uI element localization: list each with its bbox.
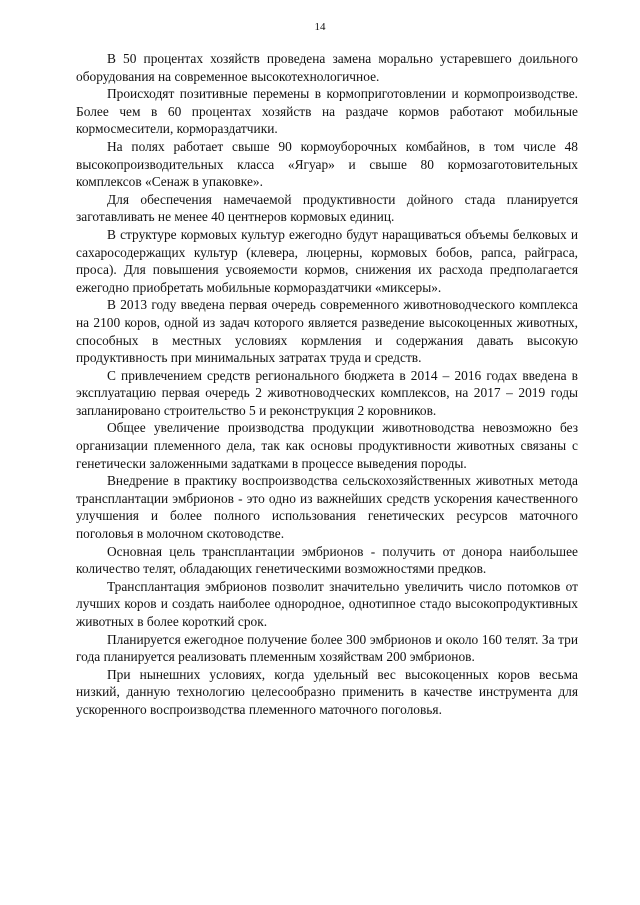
paragraph-embryo-plan: Планируется ежегодное получение более 300 эмбрионов и около 160 телят. За три года планируется реализовать племенным хозяйствам 200 эмбрионов. bbox=[76, 631, 578, 665]
paragraph-conclusion: При нынешних условиях, когда удельный вес высокоценных коров весьма низкий, данную технологию целесообразно применить в качестве инструмента для ускоренного воспроизводства племенного маточного поголовья. bbox=[76, 666, 578, 717]
paragraph-regional-budget: С привлечением средств регионального бюджета в 2014 – 2016 годах введена в эксплуатацию первая очередь 2 животноводческих комплексов, на 2017 – 2019 годы запланировано строительство 5 и реконструкция 2 коровников. bbox=[76, 367, 578, 418]
paragraph-feed-volume: Для обеспечения намечаемой продуктивности дойного стада планируется заготавливать не менее 40 центнеров кормовых единиц. bbox=[76, 191, 578, 225]
paragraph-embryo-transplant-goal: Основная цель трансплантации эмбрионов - получить от донора наибольшее количество телят, обладающих генетическими возможностями предков. bbox=[76, 543, 578, 577]
paragraph-embryo-transplant-benefit: Трансплантация эмбрионов позволит значительно увеличить число потомков от лучших коров и создать наиболее однородное, однотипное стадо высокопродуктивных животных в более короткий срок. bbox=[76, 578, 578, 629]
paragraph-harvesters: На полях работает свыше 90 кормоуборочных комбайнов, в том числе 48 высокопроизводительных класса «Ягуар» и свыше 80 кормозаготовительных комплексов «Сенаж в упаковке». bbox=[76, 138, 578, 190]
paragraph-livestock-complex-2013: В 2013 году введена первая очередь современного животноводческого комплекса на 2100 коров, одной из задач которого является разведение высокоценных животных, способных в местных условиях кормления и содержания давать высокую продуктивность при минимальных затратах труда и средств. bbox=[76, 297, 578, 366]
paragraph-feed-production: Происходят позитивные перемены в кормоприготовлении и кормопроизводстве. Более чем в 60 процентах хозяйств на раздаче кормов работают мобильные кормосмесители, кормораздатчики. bbox=[76, 86, 578, 137]
page-number: 14 bbox=[314, 21, 326, 33]
paragraph-embryo-transplant-intro: Внедрение в практику воспроизводства сельскохозяйственных животных метода трансплантации эмбрионов - это одно из важнейших средств ускорения качественного улучшения и более полного использования генетических ресурсов маточного поголовья в молочном скотоводстве. bbox=[76, 473, 578, 542]
paragraph-breeding: Общее увеличение производства продукции животноводства невозможно без организации племенного дела, так как основы продуктивности животных связаны с генетически заложенными задатками в процессе выведения породы. bbox=[76, 420, 578, 471]
paragraph-milking-equipment: В 50 процентах хозяйств проведена замена морально устаревшего доильного оборудования на современное высокотехнологичное. bbox=[76, 51, 578, 84]
document-body bbox=[76, 50, 578, 719]
paragraph-feed-crops: В структуре кормовых культур ежегодно будут наращиваться объемы белковых и сахаросодержащих культур (клевера, люцерны, кормовых бобов, рапса, райграса, проса). Для повышения усвояемости кормов, снижения их расхода предполагается ежегодно приобретать мобильные кормораздатчики «миксеры». bbox=[76, 226, 578, 295]
